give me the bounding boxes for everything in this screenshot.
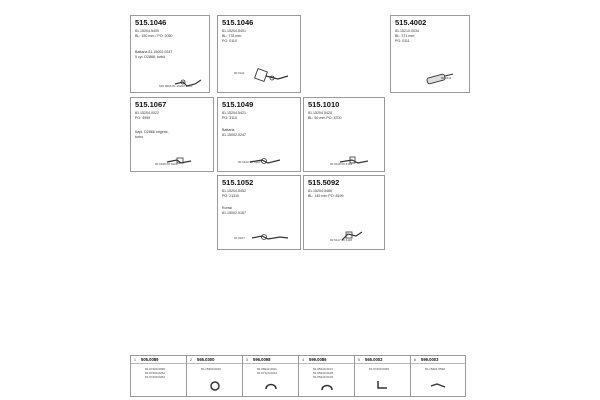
part-code: 515.1052 [222, 178, 254, 187]
hanger-icon [429, 380, 447, 390]
part-detail: Battaria [222, 128, 235, 132]
part-detail: 81.15002.0247 [222, 133, 246, 137]
accessory-ref: 81.15300.0010 [201, 367, 222, 371]
part-ref: 00 6111 [234, 71, 245, 75]
part-detail: 81.15204.0022 [135, 111, 159, 115]
exhaust-part-icon [338, 228, 368, 246]
accessory-code: 565.0300 [197, 357, 215, 362]
accessory-index: 5 [358, 358, 360, 362]
accessory-ref: 81.96942.0011 [257, 367, 277, 371]
accessory-cell[interactable] [243, 356, 299, 396]
part-detail: 5 cyl. D2866, turbo [135, 55, 166, 59]
part-code: 515.1046 [222, 18, 254, 27]
accessory-ref: 81.97409.0095 [145, 367, 166, 371]
part-detail: Rorrai [222, 206, 232, 210]
exhaust-part-icon [248, 64, 292, 86]
part-detail: BL: 150 mm / PO: 2050 [135, 34, 173, 38]
part-code: 515.1049 [222, 100, 254, 109]
muffler-icon [423, 70, 457, 88]
part-detail: 81.15204.5421 [222, 111, 246, 115]
accessory-cell[interactable] [187, 356, 243, 396]
accessory-cell[interactable] [411, 356, 465, 396]
part-card[interactable] [217, 97, 301, 172]
ring-icon [209, 380, 221, 392]
part-detail: PO: 0110 [222, 39, 237, 43]
part-code: 515.1046 [135, 18, 167, 27]
part-code: 515.4002 [395, 18, 427, 27]
part-ref: 515.0095 81.15202.0083 [159, 84, 193, 88]
part-detail: BL: 371 mm [395, 34, 415, 38]
part-card[interactable] [217, 15, 301, 93]
part-card[interactable] [390, 15, 470, 93]
part-detail: PO: 0111 [395, 39, 410, 43]
bracket-icon [375, 378, 391, 392]
part-detail: BL: 778 mm [222, 34, 242, 38]
part-ref: 00 6117 00 6118 [330, 238, 353, 242]
part-ref: 00 6105 00 6106 [155, 162, 178, 166]
part-detail: PO: 4999 [135, 116, 151, 120]
part-detail: PO: 3110 [222, 116, 237, 120]
accessory-index: 3 [246, 358, 248, 362]
part-card[interactable] [130, 97, 214, 172]
part-code: 515.1067 [135, 100, 167, 109]
accessory-ref: 81.97120.0012 [257, 371, 278, 375]
accessory-ref: 81.95240.0107 [313, 367, 334, 371]
accessory-ref: 81.95240.0109 [313, 375, 334, 379]
part-code: 515.5092 [308, 178, 340, 187]
part-ref: 00 6107 [234, 236, 245, 240]
part-ref: 00 6102 00 6103 [238, 160, 261, 164]
part-detail: 81.15204.5401 [222, 29, 246, 33]
part-code: 515.1010 [308, 100, 340, 109]
accessory-code: 565.0002 [365, 357, 383, 362]
accessory-ref: 81.97409.5045 [369, 367, 390, 371]
accessory-ref: 81.15201.5530 [425, 367, 446, 371]
accessory-code: 599.0086 [309, 357, 327, 362]
accessory-cell[interactable] [131, 356, 187, 396]
part-detail: turbo [135, 135, 144, 139]
accessory-ref: 81.97409.0252 [145, 371, 166, 375]
accessory-code: 596.0098 [253, 357, 271, 362]
part-ref: 00 6118 00 6119 [330, 162, 353, 166]
accessory-index: 2 [190, 358, 192, 362]
accessory-code: 505.0089 [141, 357, 159, 362]
accessory-index: 1 [134, 358, 136, 362]
clamp-icon [263, 380, 279, 392]
part-detail: Kapl. D2866 origens, [135, 130, 169, 134]
accessory-cell[interactable] [355, 356, 411, 396]
part-detail: 81.15204.5466 [308, 189, 332, 193]
accessory-strip [130, 355, 466, 397]
accessory-code: 599.0003 [421, 357, 439, 362]
part-detail: 81.15204.5452 [222, 189, 246, 193]
part-detail: 81.15002.0167 [222, 211, 246, 215]
accessory-ref: 81.97409.0262 [145, 375, 166, 379]
accessory-index: 6 [414, 358, 416, 362]
accessory-ref: 81.95240.0108 [313, 371, 334, 375]
part-ref: 00 6111 [441, 76, 452, 80]
part-detail: BL: 50 mm PO: 4700 [308, 116, 342, 120]
part-detail: Battaria 81.15002.0247 [135, 50, 173, 54]
part-detail: 81.15204.5420 [308, 111, 332, 115]
part-detail: PO: 21310 [222, 194, 240, 198]
accessory-index: 4 [302, 358, 304, 362]
part-card[interactable] [217, 175, 301, 250]
part-detail: 81.15204.5400 [135, 29, 159, 33]
part-detail: 81.15210.0034 [395, 29, 419, 33]
exhaust-part-icon [250, 228, 290, 244]
part-card[interactable] [130, 15, 210, 93]
part-card[interactable] [303, 97, 385, 172]
clamp-icon [319, 381, 335, 393]
part-card[interactable] [303, 175, 385, 250]
accessory-cell[interactable] [299, 356, 355, 396]
part-detail: BL: 145 mm PO: 8199 [308, 194, 344, 198]
